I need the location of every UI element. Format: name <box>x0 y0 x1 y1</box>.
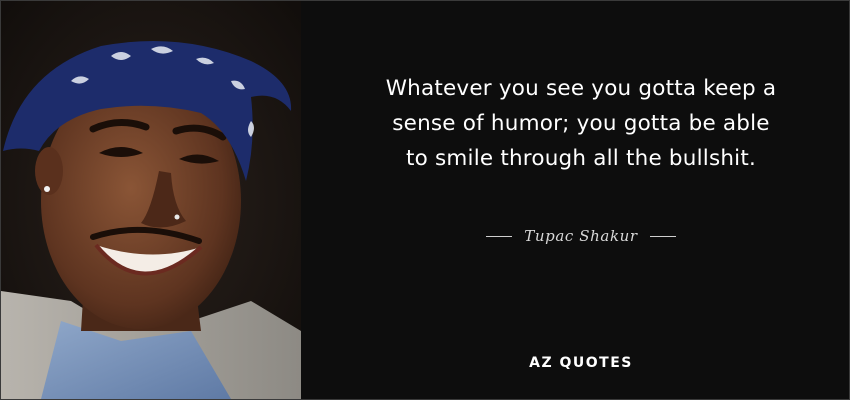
nose-ring <box>175 215 180 220</box>
author-name: Tupac Shakur <box>524 227 638 245</box>
author-rule-right <box>650 236 676 237</box>
author-rule-left <box>486 236 512 237</box>
portrait-photo <box>1 1 301 399</box>
az-quotes-logo: AZ QUOTES <box>529 355 633 371</box>
quote-line: to smile through all the bullshit. <box>405 146 757 171</box>
earring-shape <box>44 186 50 192</box>
quote-text <box>321 71 841 176</box>
author-attribution <box>321 227 841 245</box>
quote-line: Whatever you see you gotta keep a <box>385 76 777 101</box>
portrait-illustration <box>1 1 301 399</box>
quote-line: sense of humor; you gotta be able <box>392 111 770 136</box>
